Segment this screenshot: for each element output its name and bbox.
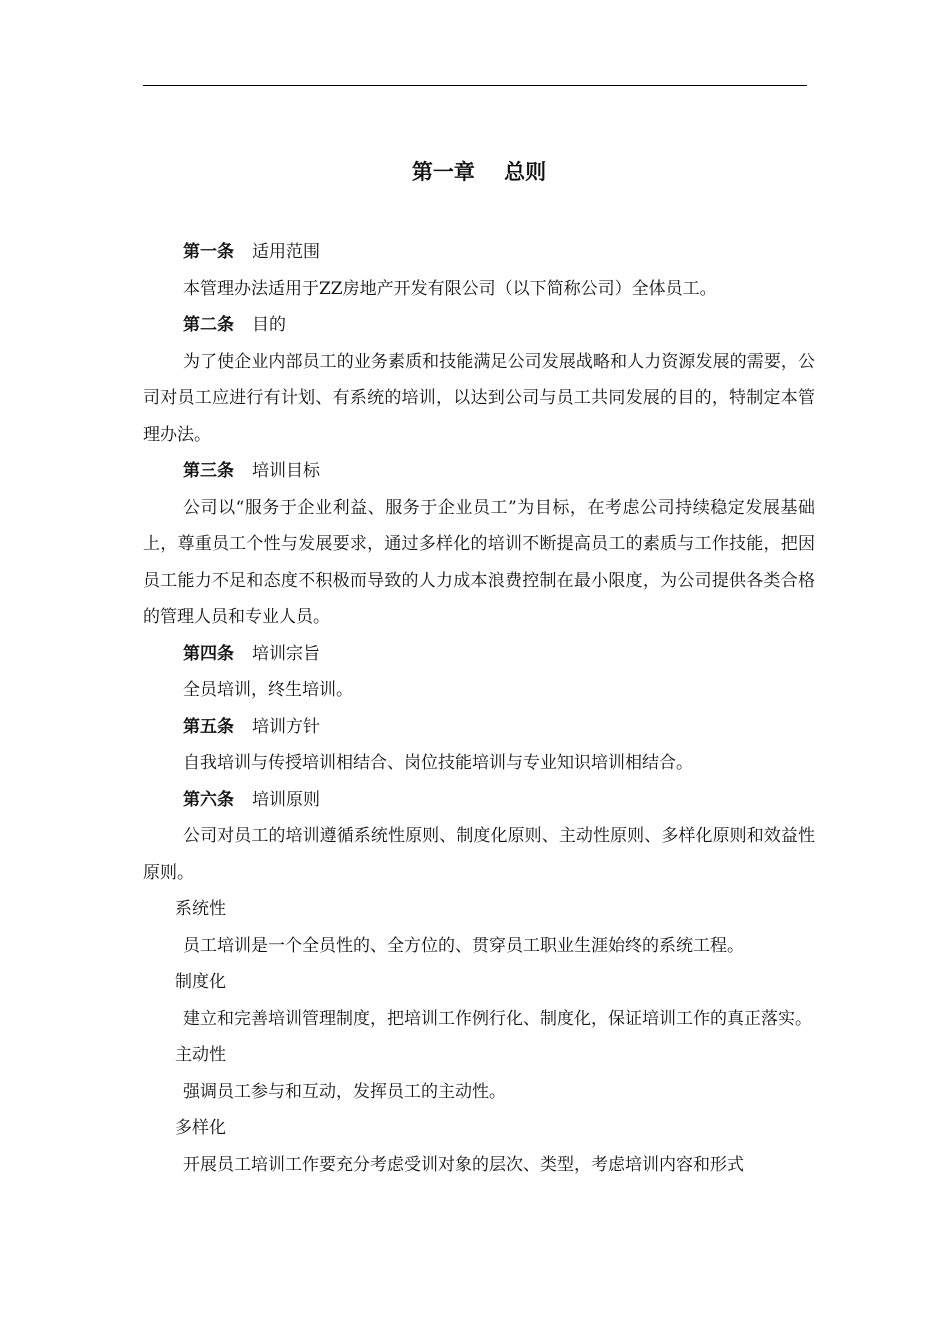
- article-heading: [143, 307, 815, 344]
- article-text: 自我培训与传授培训相结合、岗位技能培训与专业知识培训相结合。: [183, 753, 693, 773]
- article-heading: [143, 636, 815, 673]
- article-heading: [143, 234, 815, 271]
- article-number: 第一条: [183, 242, 234, 262]
- article-text: 全员培训，终生培训。: [183, 680, 353, 700]
- article-title: 培训方针: [252, 716, 320, 737]
- article-number: 第六条: [183, 789, 234, 810]
- article-heading: [143, 453, 815, 490]
- article-title: 目的: [252, 315, 286, 335]
- article-number: 第四条: [183, 643, 234, 664]
- article-heading: [143, 782, 815, 819]
- article-title: 培训原则: [252, 789, 320, 810]
- principle-name: 制度化: [175, 972, 226, 992]
- article-title: 培训宗旨: [252, 643, 320, 664]
- principle-name: 多样化: [175, 1118, 226, 1138]
- principle-desc: 开展员工培训工作要充分考虑受训对象的层次、类型，考虑培训内容和形式: [183, 1154, 744, 1175]
- chapter-title: 第一章 总则: [411, 159, 547, 184]
- article-text: 本管理办法适用于ZZ房地产开发有限公司（以下简称公司）全体员工。: [183, 278, 717, 299]
- principle-name: 系统性: [175, 899, 226, 919]
- header-rule: [143, 85, 807, 86]
- article-title: 适用范围: [252, 242, 320, 262]
- article-number: 第二条: [183, 315, 234, 335]
- principle-desc: 强调员工参与和互动，发挥员工的主动性。: [183, 1081, 506, 1102]
- article-title: 培训目标: [252, 461, 320, 481]
- article-text: 公司以“服务于企业利益、服务于企业员工”为目标，在考虑公司持续稳定发展基础上，尊重员工个性与发展要求，通过多样化的培训不断提高员工的素质与工作技能，把因员工能力不足和态度不积极而导致的人力成本浪费控制在最小限度，为公司提供各类合格的管理人员和专业人员。: [143, 497, 815, 627]
- article-number: 第五条: [183, 716, 234, 737]
- principle-name: 主动性: [175, 1045, 226, 1065]
- article-text: 公司对员工的培训遵循系统性原则、制度化原则、主动性原则、多样化原则和效益性原则。: [143, 826, 815, 883]
- article-heading: [143, 709, 815, 746]
- principle-desc: 建立和完善培训管理制度，把培训工作例行化、制度化，保证培训工作的真正落实。: [183, 1008, 812, 1029]
- document-body: [143, 150, 815, 1183]
- article-number: 第三条: [183, 461, 234, 481]
- principle-desc: 员工培训是一个全员性的、全方位的、贯穿员工职业生涯始终的系统工程。: [183, 935, 744, 956]
- article-text: 为了使企业内部员工的业务素质和技能满足公司发展战略和人力资源发展的需要，公司对员工应进行有计划、有系统的培训，以达到公司与员工共同发展的目的，特制定本管理办法。: [143, 351, 815, 445]
